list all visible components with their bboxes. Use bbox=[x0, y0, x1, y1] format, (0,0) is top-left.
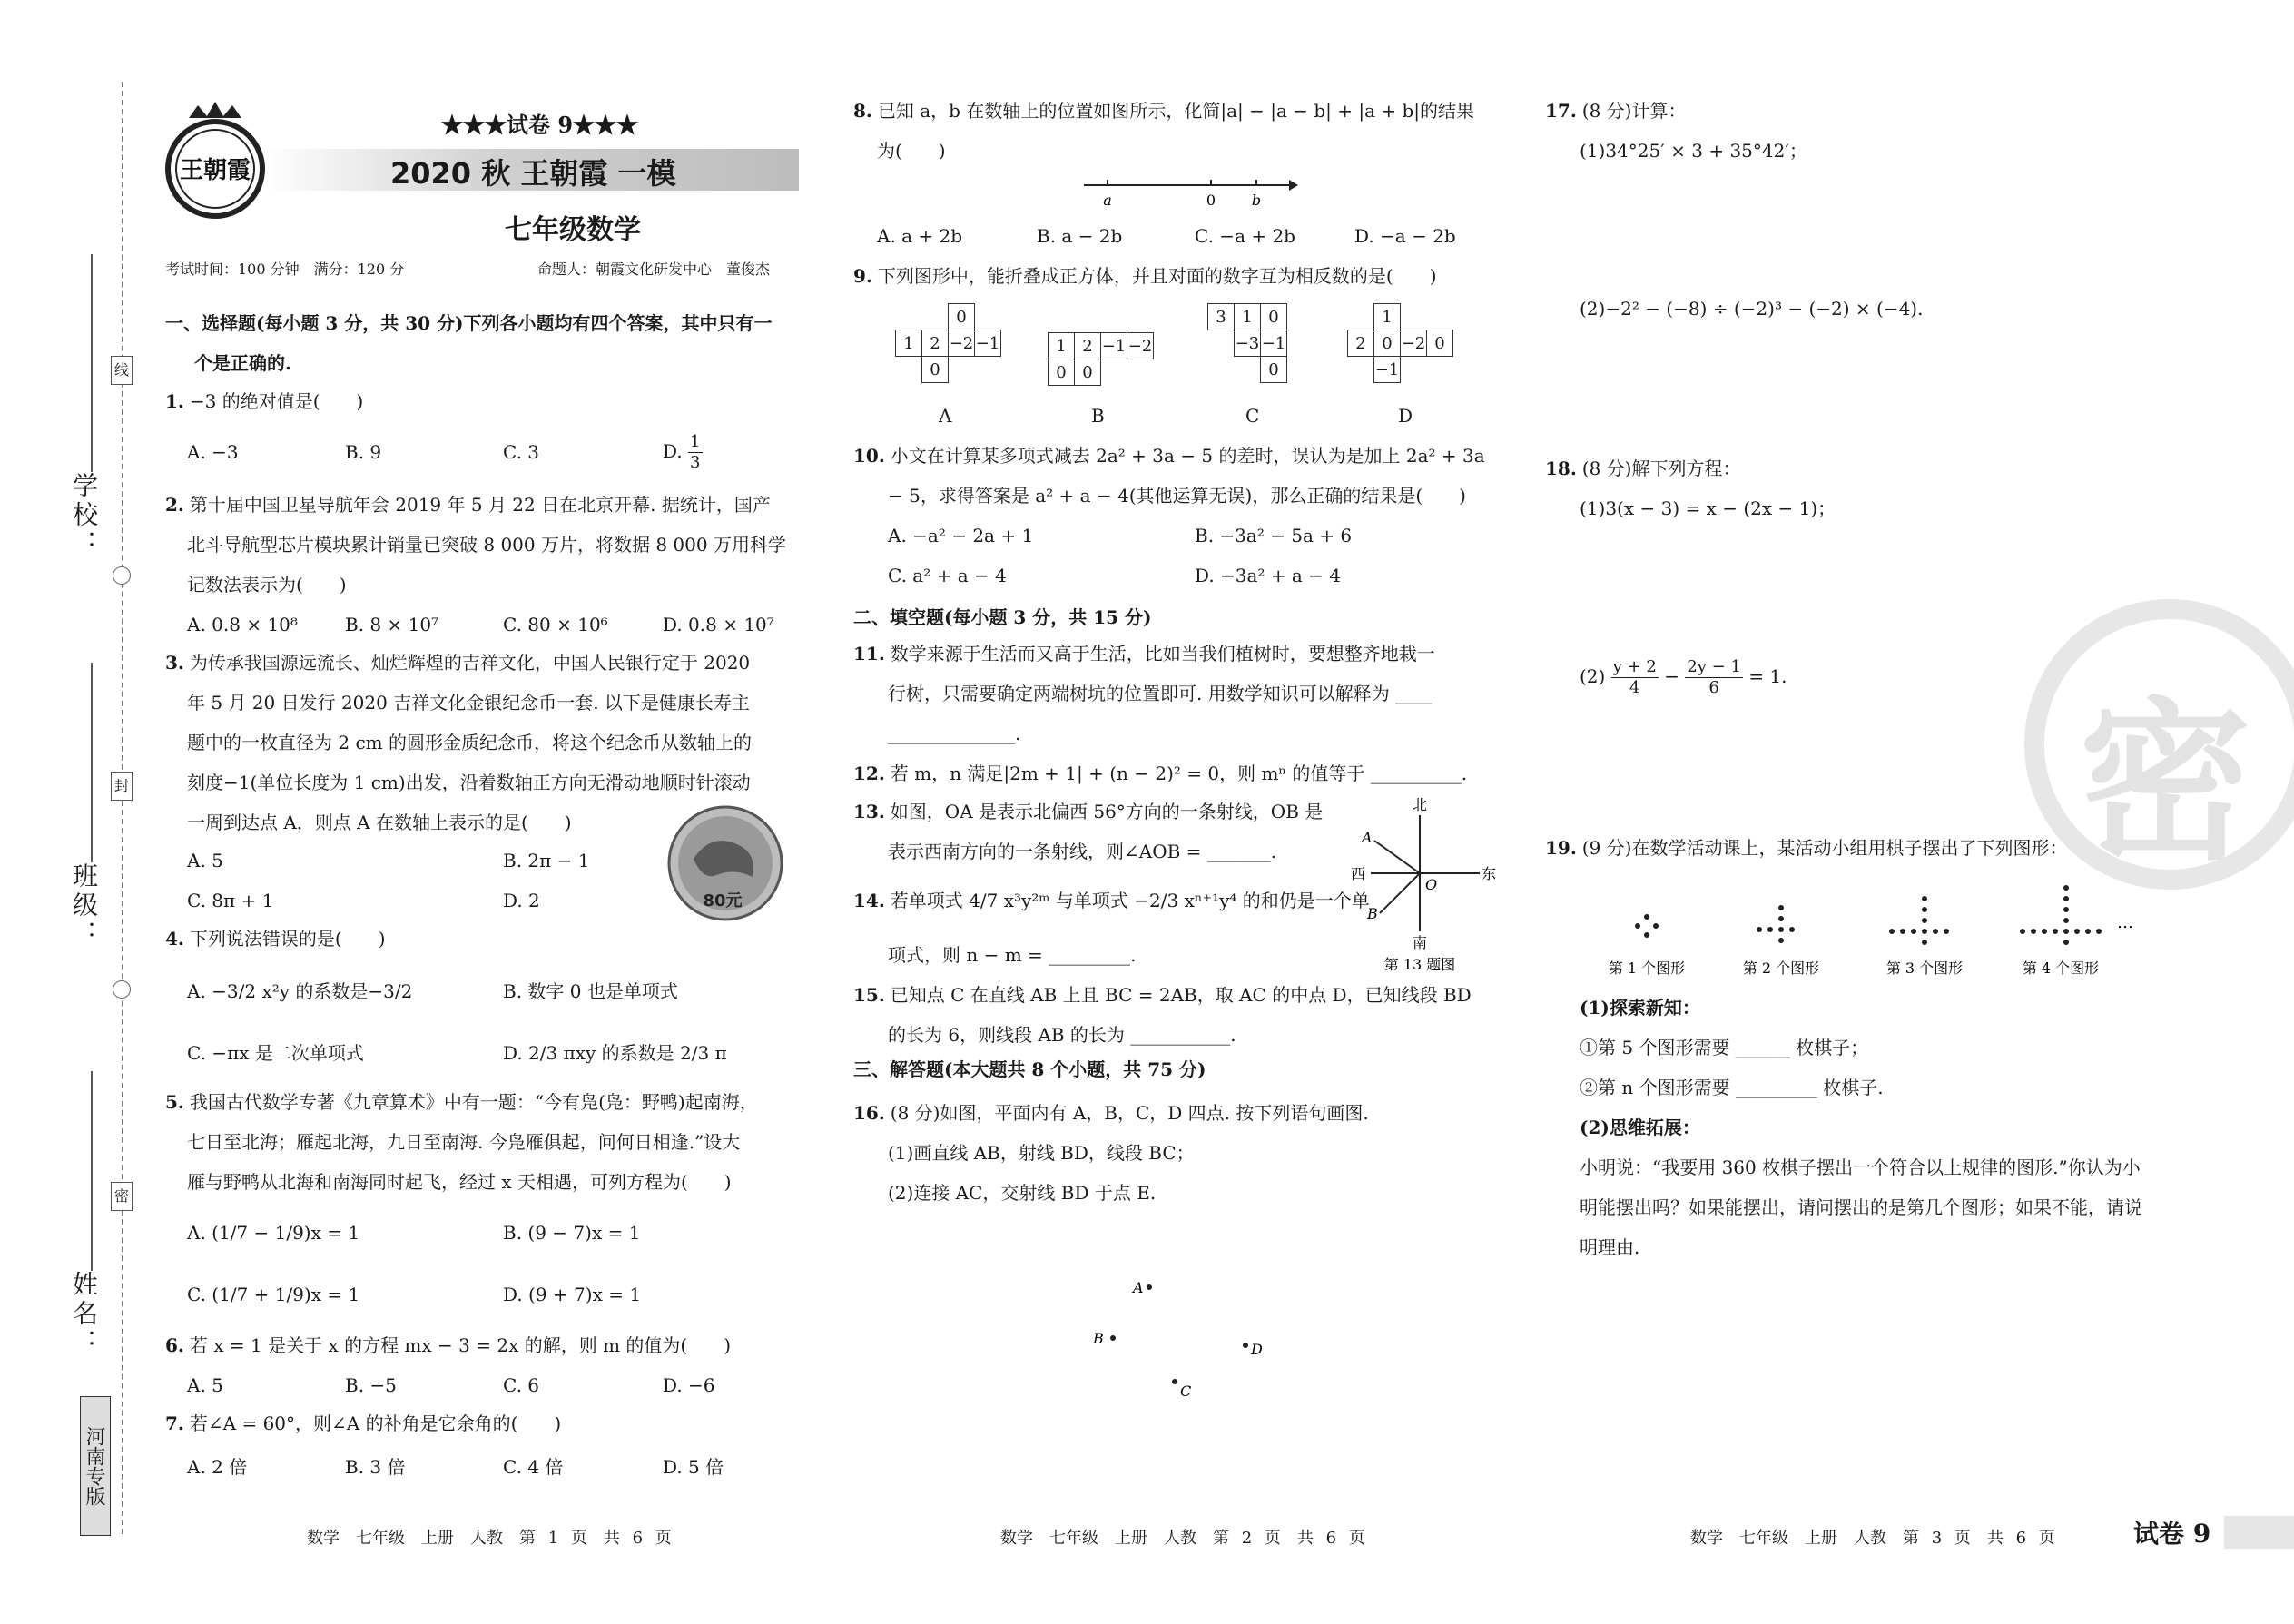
footer-page-2: 数学 七年级 上册 人教 第 2 页 共 6 页 bbox=[1000, 1529, 1365, 1548]
q5-option-b: B. (9 − 7)x = 1 bbox=[503, 1222, 641, 1244]
q8-number-line bbox=[1080, 172, 1298, 209]
q7-option-a: A. 2 倍 bbox=[187, 1456, 248, 1478]
region-tag: 河南专版 bbox=[80, 1396, 111, 1536]
q18-part1: (1)3(x − 3) = x − (2x − 1)； bbox=[1580, 497, 1836, 519]
page-subtitle: 七年级数学 bbox=[505, 214, 641, 246]
q19-part1-b: ②第 n 个图形需要 _________ 枚棋子. bbox=[1580, 1077, 1884, 1098]
q19-part2-heading: (2)思维拓展： bbox=[1580, 1117, 1700, 1138]
class-line bbox=[91, 663, 93, 862]
svg-text:D: D bbox=[1251, 1341, 1263, 1358]
q1-number: 1. bbox=[165, 390, 184, 412]
q9-label-a: A bbox=[939, 405, 952, 427]
q6-option-a: A. 5 bbox=[187, 1374, 223, 1396]
q1-stem bbox=[165, 381, 363, 421]
svg-text:第 13 题图: 第 13 题图 bbox=[1383, 956, 1456, 973]
mark-mi: 密 bbox=[111, 1182, 133, 1211]
q19-part2-line2: 明能摆出吗？如果能摆出，请问摆出的是第几个图形；如果不能，请说 bbox=[1580, 1196, 2142, 1218]
q8-option-c: C. −a + 2b bbox=[1195, 225, 1295, 247]
q4-option-b: B. 数字 0 也是单项式 bbox=[503, 980, 678, 1002]
q2-option-d: D. 0.8 × 10⁷ bbox=[663, 614, 774, 635]
footer-page-1: 数学 七年级 上册 人教 第 1 页 共 6 页 bbox=[307, 1529, 672, 1548]
q3-stem-line2: 年 5 月 20 日发行 2020 吉祥文化金银纪念币一套. 以下是健康长寿主 bbox=[187, 692, 750, 714]
q14-stem-line2: 项式，则 n − m = _________. bbox=[888, 944, 1137, 966]
q7-stem: 7. 若∠A = 60°，则∠A 的补角是它余角的( ) bbox=[165, 1412, 562, 1434]
commemorative-coin-image bbox=[666, 804, 784, 922]
school-line bbox=[91, 254, 93, 472]
logo-text: 王朝霞 bbox=[179, 157, 251, 184]
seal-watermark-char: 密 bbox=[2079, 683, 2252, 883]
q2-option-c: C. 80 × 10⁶ bbox=[503, 614, 608, 635]
q3-stem-line4: 刻度−1(单位长度为 1 cm)出发，沿着数轴正方向无滑动地顺时针滚动 bbox=[187, 772, 751, 793]
mark-xian: 线 bbox=[111, 356, 133, 385]
q19-stem: 19. (9 分)在数学活动课上，某活动小组用棋子摆出了下列图形： bbox=[1545, 837, 2068, 859]
q8-stem-line2: 为( ) bbox=[877, 140, 946, 162]
q7-option-c: C. 4 倍 bbox=[503, 1456, 564, 1478]
q9-label-b: B bbox=[1091, 405, 1105, 427]
name-line bbox=[91, 1071, 93, 1271]
q7-option-d: D. 5 倍 bbox=[663, 1456, 724, 1478]
q9-label-c: C bbox=[1245, 405, 1260, 427]
class-label: 班级： bbox=[69, 862, 99, 950]
q1-option-a: A. −3 bbox=[187, 441, 239, 463]
svg-text:a: a bbox=[1103, 192, 1112, 209]
q6-option-c: C. 6 bbox=[503, 1374, 540, 1396]
q6-option-b: B. −5 bbox=[345, 1374, 397, 1396]
svg-text:O: O bbox=[1425, 876, 1438, 893]
section1-heading: 一、选择题(每小题 3 分，共 30 分)下列各小题均有四个答案，其中只有一 bbox=[165, 312, 773, 334]
q3-stem: 3. 为传承我国源远流长、灿烂辉煌的吉祥文化，中国人民银行定于 2020 bbox=[165, 652, 751, 674]
q18-stem: 18. (8 分)解下列方程： bbox=[1545, 458, 1741, 479]
q10-option-c: C. a² + a − 4 bbox=[888, 565, 1007, 586]
svg-text:第 4 个图形: 第 4 个图形 bbox=[2022, 960, 2100, 977]
school-label: 学校： bbox=[69, 472, 99, 559]
q4-option-a: A. −3/2 x²y 的系数是−3/2 bbox=[187, 980, 413, 1002]
q9-net-b: 1 2 −1 −2 0 0 bbox=[1048, 332, 1154, 386]
q11-stem-line2: 行树，只需要确定两端树坑的位置即可. 用数学知识可以解释为 ____ bbox=[888, 683, 1433, 704]
page-title: 2020 秋 王朝霞 一模 bbox=[390, 156, 676, 191]
q10-stem-line2: − 5，求得答案是 a² + a − 4(其他运算无误)，那么正确的结果是( ) bbox=[888, 485, 1466, 507]
q16-stem: 16. (8 分)如图，平面内有 A，B，C，D 四点. 按下列语句画图. bbox=[853, 1102, 1369, 1124]
q9-stem: 9. 下列图形中，能折叠成正方体，并且对面的数字互为相反数的是( ) bbox=[853, 265, 1437, 287]
q2-stem-line3: 记数法表示为( ) bbox=[187, 574, 347, 595]
q6-option-d: D. −6 bbox=[663, 1374, 715, 1396]
exam-number: ★★★试卷 9★★★ bbox=[441, 112, 639, 138]
q18-part2: (2) $\frac{y + 2}{4}$ − $\frac{2y - 1}{6}$ = 1. bbox=[1580, 657, 1787, 697]
q7-option-b: B. 3 倍 bbox=[345, 1456, 406, 1478]
binding-hole bbox=[113, 566, 131, 585]
q1-option-c: C. 3 bbox=[503, 441, 540, 463]
q10-stem: 10. 小文在计算某多项式减去 2a² + 3a − 5 的差时，误认为是加上 2a² + 3a bbox=[853, 445, 1485, 467]
q15-stem: 15. 已知点 C 在直线 AB 上且 BC = 2AB，取 AC 的中点 D，已知线段 BD bbox=[853, 984, 1472, 1006]
q9-label-d: D bbox=[1398, 405, 1413, 427]
q6-stem: 6. 若 x = 1 是关于 x 的方程 mx − 3 = 2x 的解，则 m 的值为( ) bbox=[165, 1334, 731, 1356]
mark-feng: 封 bbox=[111, 772, 133, 801]
q8-stem: 8. 已知 a，b 在数轴上的位置如图所示，化简|a| − |a − b| + |a + b|的结果 bbox=[853, 100, 1475, 122]
q3-option-d: D. 2 bbox=[503, 890, 540, 911]
q19-part1-heading: (1)探索新知： bbox=[1580, 997, 1700, 1019]
q19-part2-line1: 小明说：“我要用 360 枚棋子摆出一个符合以上规律的图形.”你认为小 bbox=[1580, 1156, 2141, 1178]
section3-heading: 三、解答题(本大题共 8 个小题，共 75 分) bbox=[853, 1058, 1206, 1080]
q16-part1: (1)画直线 AB，射线 BD，线段 BC； bbox=[888, 1142, 1195, 1164]
q10-option-a: A. −a² − 2a + 1 bbox=[888, 525, 1034, 546]
q10-option-d: D. −3a² + a − 4 bbox=[1195, 565, 1342, 586]
q4-option-c: C. −πx 是二次单项式 bbox=[187, 1042, 364, 1064]
q15-stem-line2: 的长为 6，则线段 AB 的长为 ___________. bbox=[888, 1024, 1236, 1046]
q3-option-b: B. 2π − 1 bbox=[503, 850, 590, 871]
q11-stem-line3: ______________. bbox=[888, 723, 1021, 744]
q11-stem: 11. 数学来源于生活而又高于生活，比如当我们植树时，要想整齐地栽一 bbox=[853, 643, 1435, 664]
q16-part2: (2)连接 AC，交射线 BD 于点 E. bbox=[888, 1182, 1157, 1204]
q8-option-b: B. a − 2b bbox=[1037, 225, 1123, 247]
q9-net-a: 0 1 2 −2 −1 0 bbox=[895, 303, 1001, 383]
q13-stem-line2: 表示西南方向的一条射线，则∠AOB = _______. bbox=[888, 841, 1277, 862]
q4-stem: 4. 下列说法错误的是( ) bbox=[165, 928, 386, 950]
q10-option-b: B. −3a² − 5a + 6 bbox=[1195, 525, 1353, 546]
q2-option-a: A. 0.8 × 10⁸ bbox=[187, 614, 298, 635]
corner-band bbox=[2224, 1516, 2294, 1549]
svg-text:第 1 个图形: 第 1 个图形 bbox=[1608, 960, 1686, 977]
svg-text:A: A bbox=[1362, 829, 1373, 846]
exam-time-score: 考试时间：100 分钟 满分：120 分 bbox=[165, 261, 405, 278]
svg-text:B: B bbox=[1367, 905, 1378, 922]
q1-text: −3 的绝对值是( ) bbox=[189, 390, 364, 412]
q19-pattern-figures bbox=[1580, 881, 2161, 980]
q2-option-b: B. 8 × 10⁷ bbox=[345, 614, 439, 635]
svg-text:西: 西 bbox=[1351, 865, 1366, 882]
q13-stem: 13. 如图，OA 是表示北偏西 56°方向的一条射线，OB 是 bbox=[853, 801, 1324, 822]
q17-part1: (1)34°25′ × 3 + 35°42′； bbox=[1580, 140, 1807, 162]
q2-stem: 2. 第十届中国卫星导航年会 2019 年 5 月 22 日在北京开幕. 据统计，国产 bbox=[165, 494, 771, 516]
exam-author: 命题人：朝霞文化研发中心 董俊杰 bbox=[537, 261, 771, 278]
q1-option-d: D. $\frac{1}{3}$ bbox=[663, 432, 701, 472]
q3-stem-line3: 题中的一枚直径为 2 cm 的圆形金质纪念币，将这个纪念币从数轴上的 bbox=[187, 732, 752, 753]
section2-heading: 二、填空题(每小题 3 分，共 15 分) bbox=[853, 606, 1152, 628]
q4-option-d: D. 2/3 πxy 的系数是 2/3 π bbox=[503, 1042, 727, 1064]
svg-text:B: B bbox=[1093, 1330, 1104, 1347]
svg-text:C: C bbox=[1180, 1383, 1192, 1400]
q5-stem-line2: 七日至北海；雁起北海，九日至南海. 今凫雁俱起，问何日相逢.”设大 bbox=[187, 1131, 741, 1153]
footer-page-3: 数学 七年级 上册 人教 第 3 页 共 6 页 bbox=[1690, 1529, 2055, 1548]
q5-option-a: A. (1/7 − 1/9)x = 1 bbox=[187, 1222, 360, 1244]
q5-stem: 5. 我国古代数学专著《九章算术》中有一题：“今有凫(凫：野鸭)起南海， bbox=[165, 1091, 758, 1113]
name-label: 姓名： bbox=[69, 1271, 99, 1358]
svg-text:北: 北 bbox=[1412, 796, 1428, 813]
q19-part2-line3: 明理由. bbox=[1580, 1236, 1640, 1258]
corner-exam-tag: 试卷 9 bbox=[2133, 1519, 2211, 1549]
svg-text:第 3 个图形: 第 3 个图形 bbox=[1885, 960, 1964, 977]
q1-option-b: B. 9 bbox=[345, 441, 382, 463]
svg-text:第 2 个图形: 第 2 个图形 bbox=[1742, 960, 1820, 977]
q17-stem: 17. (8 分)计算： bbox=[1545, 100, 1687, 122]
binding-dash-line bbox=[122, 82, 123, 1534]
q3-option-c: C. 8π + 1 bbox=[187, 890, 274, 911]
svg-text:80元: 80元 bbox=[703, 891, 743, 910]
q9-net-c: 3 1 0 −3 −1 0 bbox=[1207, 303, 1287, 383]
q5-option-c: C. (1/7 + 1/9)x = 1 bbox=[187, 1284, 360, 1305]
q5-stem-line3: 雁与野鸭从北海和南海同时起飞，经过 x 天相遇，可列方程为( ) bbox=[187, 1171, 732, 1193]
svg-text:b: b bbox=[1251, 192, 1262, 209]
brand-logo bbox=[162, 98, 269, 225]
q8-option-d: D. −a − 2b bbox=[1354, 225, 1456, 247]
q9-net-d: 1 2 0 −2 0 −1 bbox=[1347, 303, 1453, 383]
q8-option-a: A. a + 2b bbox=[877, 225, 963, 247]
q5-option-d: D. (9 + 7)x = 1 bbox=[503, 1284, 642, 1305]
svg-text:…: … bbox=[2117, 913, 2133, 932]
q19-part1-a: ①第 5 个图形需要 ______ 枚棋子； bbox=[1580, 1037, 1869, 1058]
q2-stem-line2: 北斗导航型芯片模块累计销量已突破 8 000 万片，将数据 8 000 万用科学 bbox=[187, 534, 786, 556]
q12-stem: 12. 若 m，n 满足|2m + 1| + (n − 2)² = 0，则 mⁿ 的值等于 __________. bbox=[853, 763, 1468, 784]
q14-stem: 14. 若单项式 4/7 x³y²ᵐ 与单项式 −2/3 xⁿ⁺¹y⁴ 的和仍是一个单 bbox=[853, 890, 1370, 911]
svg-text:南: 南 bbox=[1412, 934, 1428, 951]
q3-stem-line5: 一周到达点 A，则点 A 在数轴上表示的是( ) bbox=[187, 812, 572, 833]
q3-option-a: A. 5 bbox=[187, 850, 223, 871]
section1-heading-cont: 个是正确的. bbox=[194, 352, 291, 374]
q16-points-figure bbox=[1080, 1271, 1280, 1407]
q17-part2: (2)−2² − (−8) ÷ (−2)³ − (−2) × (−4). bbox=[1580, 298, 1924, 320]
svg-text:A: A bbox=[1133, 1279, 1144, 1296]
svg-text:东: 东 bbox=[1482, 865, 1497, 882]
svg-text:0: 0 bbox=[1206, 192, 1216, 209]
binding-hole bbox=[113, 980, 131, 999]
